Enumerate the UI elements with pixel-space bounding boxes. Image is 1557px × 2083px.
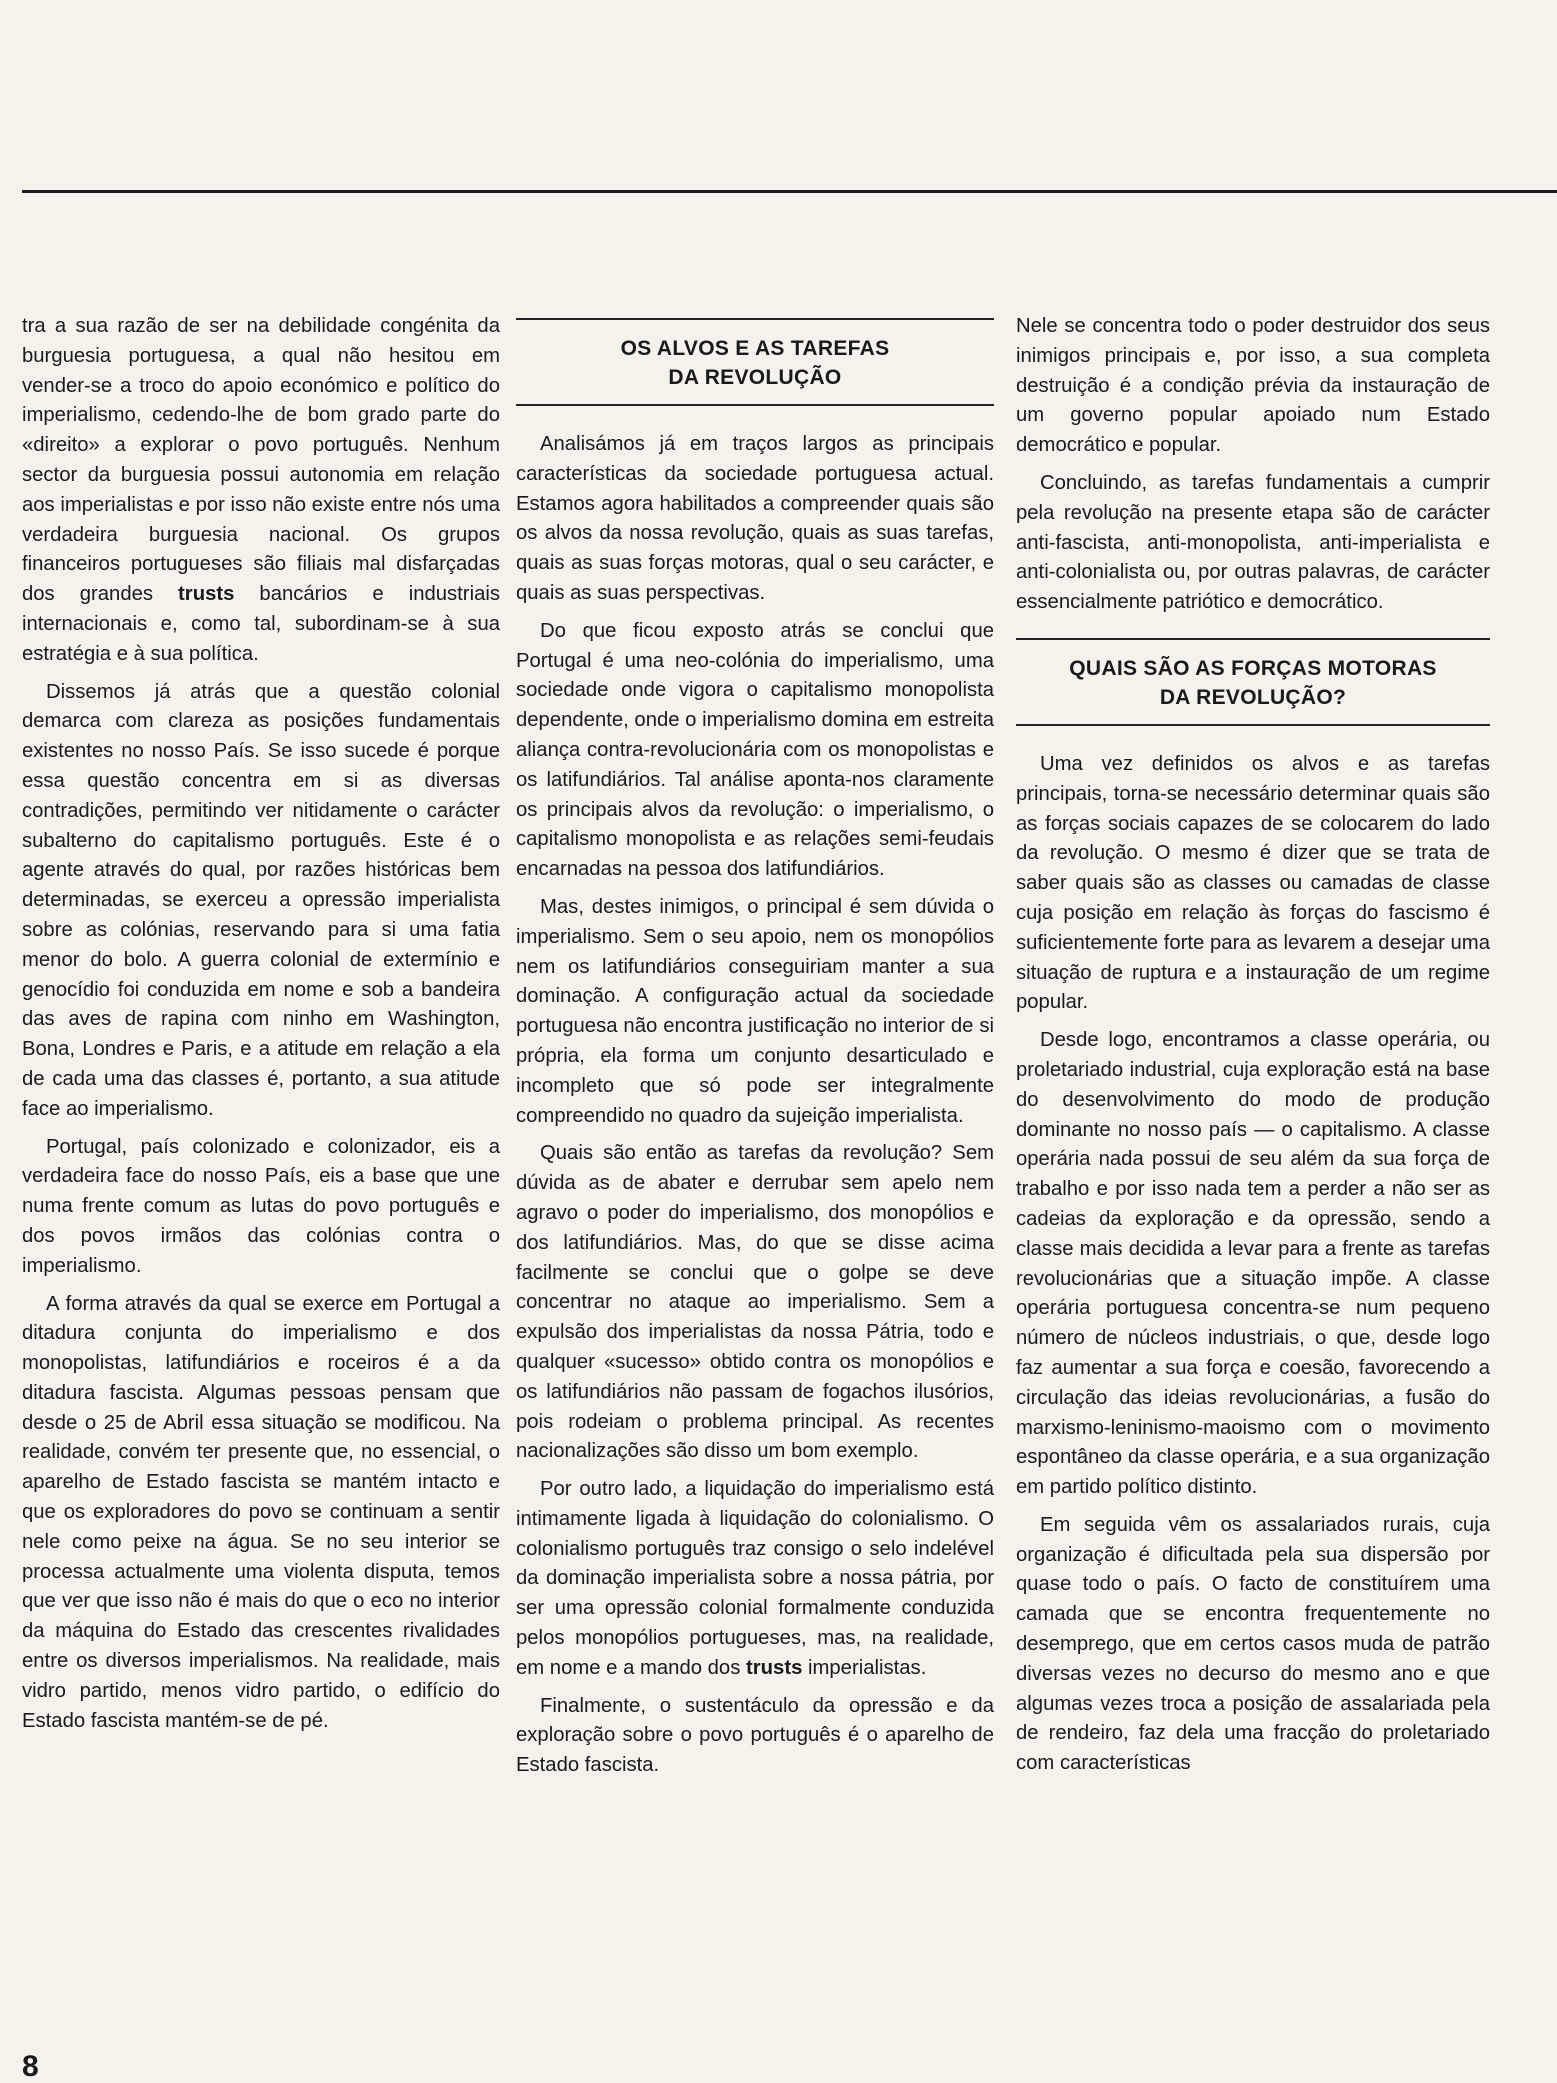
paragraph: A forma através da qual se exerce em Portugal a ditadura conjunta do imperialismo e dos monopolistas, latifundiários e roceiros é a da ditadura fascista. Algumas pessoas pensam que desde o 25 de Abril essa situação se modificou. Na realidade, convém ter presente que, no essencial, o aparelho de Estado fascista se mantém intacto e que os exploradores do povo se continuam a sentir nele como peixe na água. Se no seu interior se processa actualmente uma violenta disputa, temos que ver que isso não é mais do que o eco no interior da máquina do Estado das crescentes rivalidades entre os diversos imperialismos. Na realidade, mais vidro partido, menos vidro partido, o edifício do Estado fascista mantém-se de pé. <box>22 1292 500 1732</box>
paragraph: Quais são então as tarefas da revolução? Sem dúvida as de abater e derrubar sem apelo nem agravo o poder do imperialismo, dos monopólios e dos latifundiários. Mas, do que se disse acima facilmente se conclui que o golpe se deve concentrar no ataque ao imperialismo. Sem a expulsão dos imperialistas da nossa Pátria, todo e qualquer «sucesso» obtido contra os monopólios e os latifundiários não passam de fogachos ilusórios, pois rodeiam o problema principal. As recentes nacionalizações são disso um bom exemplo. <box>516 1142 994 1463</box>
heading-line: QUAIS SÃO AS FORÇAS MOTORAS <box>1069 656 1437 680</box>
column-1 <box>22 312 500 1744</box>
page-number: 8 <box>22 2050 39 2083</box>
text-run: tra a sua razão de ser na debilidade congénita da burguesia portuguesa, a qual não hesitou em vender-se a troco do apoio económico e político do imperialismo, cedendo-lhe de bom grado parte do «direito» a explorar o povo português. Nenhum sector da burguesia possui autonomia em relação aos imperialistas e por isso não existe entre nós uma verdadeira burguesia nacional. Os grupos financeiros portugueses são filiais mal disfarçadas dos grandes <box>22 315 500 606</box>
heading-line: DA REVOLUÇÃO? <box>1159 685 1347 709</box>
top-rule <box>22 190 1557 193</box>
paragraph: Desde logo, encontramos a classe operária, ou proletariado industrial, cuja exploração está na base do desenvolvimento do modo de produção dominante no nosso país — o capitalismo. A classe operária nada possui de seu além da sua força de trabalho e por isso nada tem a perder a não ser as cadeias da exploração e da opressão, sendo a classe mais decidida a levar para a frente as tarefas revolucionárias que a situação impõe. A classe operária portuguesa concentra-se num pequeno número de núcleos industriais, o que, desde logo faz aumentar a sua força e coesão, favorecendo a circulação das ideias revolucionárias, a fusão do marxismo-leninismo-maoismo com o movimento espontâneo da classe operária, e a sua organização em partido político distinto. <box>1016 1029 1490 1499</box>
paragraph: Finalmente, o sustentáculo da opressão e da exploração sobre o povo português é o aparelho de Estado fascista. <box>516 1694 994 1777</box>
paragraph: Do que ficou exposto atrás se conclui que Portugal é uma neo-colónia do imperialismo, uma sociedade onde vigora o capitalismo monopolista dependente, onde o imperialismo domina em estreita aliança contra-revolucionária com os monopolistas e os latifundiários. Tal análise aponta-nos claramente os principais alvos da revolução: o imperialismo, o capitalismo monopolista e as relações semi-feudais encarnadas na pessoa dos latifundiários. <box>516 619 995 881</box>
paragraph: Analisámos já em traços largos as principais características da sociedade portuguesa actual. Estamos agora habilitados a compreender quais são os alvos da nossa revolução, quais as suas tarefas, quais as suas forças motoras, qual o seu carácter, e quais as suas perspectivas. <box>516 433 994 604</box>
column-2 <box>516 312 994 1789</box>
section-heading <box>1016 638 1490 726</box>
column-3 <box>1016 312 1490 1787</box>
heading-line: OS ALVOS E AS TAREFAS <box>620 337 890 360</box>
bold-term: trusts <box>178 583 235 606</box>
text-run: bancários e industriais internacionais e, como tal, subordinam-se à sua estratégia e à sua política. <box>22 583 500 665</box>
paragraph: Mas, destes inimigos, o principal é sem dúvida o imperialismo. Sem o seu apoio, nem os monopólios nem os latifundiários conseguiriam manter a sua dominação. A configuração actual da sociedade portuguesa não encontra justificação no interior de si própria, ela forma um conjunto desarticulado e incompleto que só pode ser integralmente compreendido no quadro da sujeição imperialista. <box>516 895 994 1127</box>
paragraph: Nele se concentra todo o poder destruidor dos seus inimigos principais e, por isso, a sua completa destruição é a condição prévia da instauração de um governo popular apoiado num Estado democrático e popular. <box>1016 315 1490 457</box>
paragraph: Em seguida vêm os assalariados rurais, cuja organização é dificultada pela sua dispersão por quase todo o país. O facto de constituírem uma camada que se encontra frequentemente no desemprego, que em certos casos muda de patrão diversas vezes no decurso do mesmo ano e que algumas vezes troca a posição de assalariada pela de rendeiro, faz dela uma fracção do proletariado com características <box>1016 1513 1490 1775</box>
paragraph: Portugal, país colonizado e colonizador, eis a verdadeira face do nosso País, eis a base que une numa frente comum as lutas do povo português e dos povos irmãos das colónias contra o imperialismo. <box>22 1135 500 1277</box>
paragraph: Uma vez definidos os alvos e as tarefas principais, torna-se necessário determinar quais são as forças sociais capazes de se colocarem do lado da revolução. O mesmo é dizer que se trata de saber quais são as classes ou camadas de classe cuja posição em relação às forças do fascismo é suficientemente forte para as levarem a desejar uma situação de ruptura e a instauração de um regime popular. <box>1016 752 1490 1014</box>
section-heading <box>516 318 994 406</box>
paragraph: Concluindo, as tarefas fundamentais a cumprir pela revolução na presente etapa são de carácter anti-fascista, anti-monopolista, anti-imperialista e anti-colonialista ou, por outras palavras, de carácter essencialmente patriótico e democrático. <box>1016 471 1490 614</box>
paragraph <box>516 1475 994 1684</box>
bold-term: trusts <box>746 1656 803 1679</box>
paragraph <box>22 312 500 670</box>
text-run: Por outro lado, a liquidação do imperialismo está intimamente ligada à liquidação do colonialismo. O colonialismo português traz consigo o selo indelével da dominação imperialista sobre a nossa pátria, por ser uma opressão colonial formalmente conduzida pelos monopólios portugueses, mas, na realidade, em nome e a mando dos <box>516 1478 994 1679</box>
text-run: imperialistas. <box>802 1656 927 1679</box>
paragraph: Dissemos já atrás que a questão colonial demarca com clareza as posições fundamentais existentes no nosso País. Se isso sucede é porque essa questão concentra em si as diversas contradições, permitindo ver nitidamente o carácter subalterno do capitalismo português. Este é o agente através do qual, por razões históricas bem determinadas, se exerceu a opressão imperialista sobre as colónias, reservando para si uma fatia menor do bolo. A guerra colonial de extermínio e genocídio foi conduzida em nome e sob a bandeira das aves de rapina com ninho em Washington, Bona, Londres e Paris, e a atitude em relação a ela de cada uma das classes é, portanto, a sua atitude face ao imperialismo. <box>22 680 500 1120</box>
heading-line: DA REVOLUÇÃO <box>668 366 842 389</box>
